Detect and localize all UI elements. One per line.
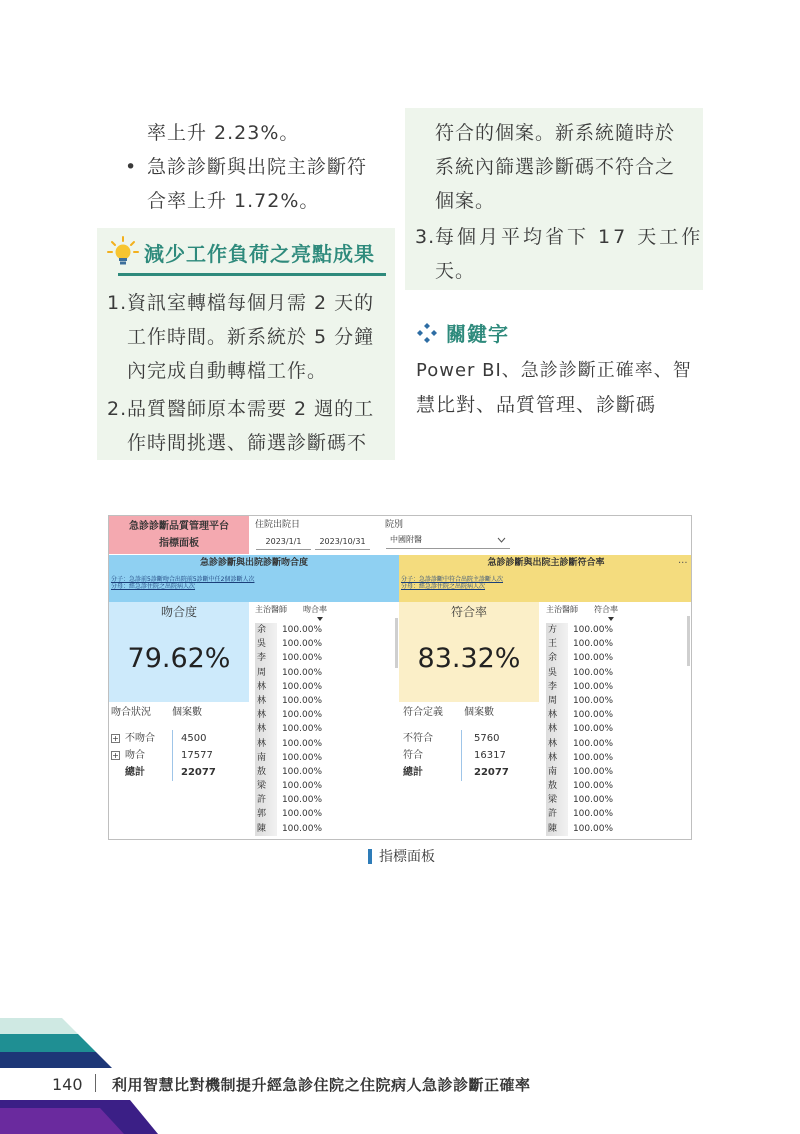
- left-metric-card: [109, 602, 249, 702]
- doctor-row: [255, 822, 395, 836]
- hospital-filter-label: 院別: [385, 520, 404, 530]
- doctor-row: [546, 694, 686, 708]
- keyword-line-1: Power BI、急診診斷正確率、智: [416, 360, 692, 381]
- doctor-row: [546, 822, 686, 836]
- right-summary-value-2: 16317: [461, 747, 506, 764]
- dashboard-screenshot: [108, 515, 692, 840]
- doctor-row: [546, 793, 686, 807]
- left-summary-value-1: 4500: [172, 730, 206, 747]
- item1-line-1: 資訊室轉檔每個月需 2 天的: [127, 292, 375, 314]
- doctor-rate: 100.00%: [281, 823, 322, 834]
- left-col-rate: 吻合率: [303, 605, 327, 614]
- highlight-title-text: 減少工作負荷之亮點成果: [144, 241, 375, 266]
- doctor-rate: 100.00%: [572, 823, 613, 834]
- doctor-name: 許: [255, 793, 277, 807]
- doctor-row: [546, 751, 686, 765]
- right-col-rate: 符合率: [594, 605, 618, 614]
- doctor-rate: 100.00%: [572, 781, 613, 792]
- doctor-rate: 100.00%: [281, 667, 322, 678]
- keyword-line-2: 慧比對、品質管理、診斷碼: [416, 394, 657, 416]
- right-cont-line-3: 個案。: [435, 190, 496, 212]
- doctor-rate: 100.00%: [572, 681, 613, 692]
- doctor-rate: 100.00%: [281, 639, 322, 650]
- doctor-name: 林: [255, 680, 277, 694]
- platform-title-line-2: 指標面板: [159, 538, 199, 549]
- right-panel-header-text: 急診診斷與出院主診斷符合率: [487, 558, 605, 568]
- doctor-row: [255, 765, 395, 779]
- doctor-name: 梁: [255, 779, 277, 793]
- doctor-row: [546, 637, 686, 651]
- date-from-field[interactable]: 2023/1/1: [256, 533, 311, 550]
- doctor-rate: 100.00%: [572, 639, 613, 650]
- item1-line-3: 內完成自動轉檔工作。: [127, 360, 328, 382]
- doctor-rate: 100.00%: [281, 752, 322, 763]
- right-metric-card: [399, 602, 539, 702]
- doctor-row: [546, 807, 686, 821]
- doctor-rate: 100.00%: [281, 738, 322, 749]
- right-metric-value: 83.32%: [417, 643, 521, 674]
- chevron-down-icon: [497, 537, 506, 543]
- doctor-rate: 100.00%: [281, 695, 322, 706]
- doctor-name: 吳: [255, 637, 277, 651]
- doctor-rate: 100.00%: [572, 795, 613, 806]
- right-summary-total-value: 22077: [461, 764, 509, 781]
- left-summary-head-2: 個案數: [172, 707, 202, 718]
- item1-number: 1.: [107, 292, 128, 314]
- item3-line-2: 天。: [435, 260, 476, 282]
- right-panel-note: [399, 572, 692, 602]
- lightbulb-icon: [106, 235, 140, 269]
- right-summary-value-1: 5760: [461, 730, 499, 747]
- right-note-numerator: 分子：急診診斷中符合出院主診斷人次: [401, 576, 504, 583]
- diamond-bullets-icon: [416, 322, 438, 344]
- left-summary-value-2: 17577: [172, 747, 213, 764]
- right-summary-head-1: 符合定義: [403, 707, 443, 718]
- doctor-rate: 100.00%: [281, 766, 322, 777]
- doctor-rate: 100.00%: [572, 809, 613, 820]
- doctor-rate: 100.00%: [281, 681, 322, 692]
- sort-desc-icon: [317, 617, 323, 621]
- doctor-name: 吳: [546, 666, 568, 680]
- doctor-rate: 100.00%: [572, 752, 613, 763]
- item1-line-2: 工作時間。新系統於 5 分鐘: [127, 326, 375, 348]
- doctor-row: [255, 694, 395, 708]
- left-doctor-rows: [255, 623, 395, 836]
- right-panel-header: [399, 555, 692, 572]
- figure-caption: [368, 846, 435, 866]
- right-doctor-rows: [546, 623, 686, 836]
- doctor-row: [255, 779, 395, 793]
- left-panel-header-text: 急診診斷與出院診斷吻合度: [199, 558, 308, 568]
- right-summary-head-2: 個案數: [464, 707, 494, 718]
- doctor-rate: 100.00%: [281, 795, 322, 806]
- left-col-doctor: 主治醫師: [255, 605, 287, 614]
- highlight-title-underline: [118, 273, 386, 276]
- doctor-name: 南: [255, 751, 277, 765]
- doctor-rate: 100.00%: [572, 667, 613, 678]
- right-summary-total-label: 總計: [403, 767, 423, 778]
- doctor-name: 周: [546, 694, 568, 708]
- keyword-title-text: 關鍵字: [446, 322, 509, 346]
- bullet-mark: •: [125, 156, 138, 178]
- bullet-text-line-1: 急診診斷與出院主診斷符: [147, 156, 368, 178]
- doctor-name: 林: [546, 722, 568, 736]
- doctor-name: 陳: [546, 822, 568, 836]
- doctor-rate: 100.00%: [281, 724, 322, 735]
- left-summary-total-value: 22077: [172, 764, 216, 781]
- doctor-row: [546, 623, 686, 637]
- right-summary-label-1: 不符合: [403, 733, 433, 744]
- item3-number: 3.: [415, 226, 436, 248]
- page-number: 140: [52, 1075, 83, 1094]
- figure-caption-text: 指標面板: [379, 849, 435, 865]
- doctor-name: 林: [255, 694, 277, 708]
- doctor-name: 王: [546, 637, 568, 651]
- platform-title-box: [109, 516, 249, 554]
- doctor-row: [546, 708, 686, 722]
- left-list-scrollbar[interactable]: [395, 618, 398, 668]
- footer-separator: [95, 1074, 96, 1092]
- doctor-rate: 100.00%: [572, 710, 613, 721]
- doctor-rate: 100.00%: [281, 653, 322, 664]
- right-cont-line-1: 符合的個案。新系統隨時於: [435, 122, 676, 144]
- doctor-name: 周: [255, 666, 277, 680]
- doctor-rate: 100.00%: [572, 653, 613, 664]
- doctor-row: [546, 722, 686, 736]
- doctor-name: 林: [546, 737, 568, 751]
- doctor-name: 林: [255, 722, 277, 736]
- doctor-row: [255, 793, 395, 807]
- left-note-numerator: 分子：急診前5診斷吻合出院前5診斷中任2個診斷人次: [111, 576, 255, 583]
- sort-desc-icon: [608, 617, 614, 621]
- right-doctor-list: [546, 603, 686, 836]
- left-panel-note: [109, 572, 399, 602]
- caption-bar: [368, 849, 372, 864]
- hospital-select[interactable]: [386, 531, 510, 549]
- doctor-rate: 100.00%: [572, 766, 613, 777]
- left-line-top: 率上升 2.23%。: [147, 122, 300, 144]
- doctor-row: [255, 807, 395, 821]
- left-summary-label-1: 不吻合: [125, 733, 155, 744]
- keyword-title: [416, 318, 509, 347]
- left-summary-label-2: 吻合: [125, 750, 145, 761]
- doctor-rate: 100.00%: [572, 738, 613, 749]
- doctor-name: 林: [255, 737, 277, 751]
- right-summary-table: [403, 704, 541, 781]
- doctor-name: 許: [546, 807, 568, 821]
- doctor-name: 敖: [546, 779, 568, 793]
- doctor-rate: 100.00%: [281, 625, 322, 635]
- expand-icon[interactable]: +: [112, 751, 119, 760]
- left-summary-table: [111, 704, 249, 781]
- left-summary-head-1: 吻合狀況: [111, 707, 151, 718]
- doctor-row: [255, 623, 395, 637]
- doctor-name: 陳: [255, 822, 277, 836]
- doctor-row: [255, 666, 395, 680]
- right-metric-label: 符合率: [450, 605, 487, 619]
- doctor-rate: 100.00%: [281, 809, 322, 820]
- right-cont-line-2: 系統內篩選診斷碼不符合之: [435, 156, 676, 178]
- left-metric-label: 吻合度: [160, 605, 197, 619]
- left-metric-value: 79.62%: [127, 643, 231, 674]
- doctor-row: [546, 651, 686, 665]
- left-panel-header: [109, 555, 399, 572]
- right-col-doctor: 主治醫師: [546, 605, 578, 614]
- doctor-row: [255, 751, 395, 765]
- right-list-scrollbar[interactable]: [687, 616, 690, 666]
- more-options-icon[interactable]: ···: [678, 558, 688, 569]
- doctor-name: 郭: [255, 807, 277, 821]
- item2-line-1: 品質醫師原本需要 2 週的工: [127, 398, 375, 420]
- doctor-name: 李: [255, 651, 277, 665]
- left-doctor-list: [255, 603, 395, 836]
- right-summary-label-2: 符合: [403, 750, 423, 761]
- doctor-name: 林: [546, 708, 568, 722]
- left-note-denominator: 分母：經急診住院之出院病人次: [111, 583, 196, 590]
- doctor-name: 李: [546, 680, 568, 694]
- doctor-name: 南: [546, 765, 568, 779]
- doctor-row: [255, 722, 395, 736]
- doctor-rate: 100.00%: [281, 781, 322, 792]
- doctor-row: [546, 737, 686, 751]
- doctor-row: [546, 666, 686, 680]
- highlight-title: [106, 234, 386, 270]
- platform-title-line-1: 急診診斷品質管理平台: [129, 521, 229, 532]
- hospital-select-value: 中國附醫: [390, 535, 422, 544]
- doctor-rate: 100.00%: [281, 710, 322, 721]
- doctor-rate: 100.00%: [572, 695, 613, 706]
- doctor-row: [255, 737, 395, 751]
- doctor-name: 余: [255, 623, 277, 637]
- footer-decoration: [0, 1000, 800, 1134]
- doctor-name: 余: [546, 651, 568, 665]
- doctor-name: 方: [546, 623, 568, 637]
- right-note-denominator: 分母：經急診住院之出院病人次: [401, 583, 486, 590]
- doctor-row: [546, 779, 686, 793]
- date-filter-label: 住院出院日: [255, 520, 301, 530]
- doctor-name: 敖: [255, 765, 277, 779]
- date-to-field[interactable]: 2023/10/31: [315, 533, 370, 550]
- item3-line-1: 每個月平均省下 17 天工作: [435, 226, 704, 248]
- running-title: 利用智慧比對機制提升經急診住院之住院病人急診診斷正確率: [112, 1076, 531, 1094]
- doctor-name: 林: [546, 751, 568, 765]
- doctor-name: 梁: [546, 793, 568, 807]
- expand-icon[interactable]: +: [112, 734, 119, 743]
- left-summary-total-label: 總計: [125, 767, 145, 778]
- item2-number: 2.: [107, 398, 128, 420]
- bullet-text-line-2: 合率上升 1.72%。: [147, 190, 320, 212]
- doctor-name: 林: [255, 708, 277, 722]
- doctor-row: [255, 637, 395, 651]
- doctor-row: [255, 680, 395, 694]
- doctor-row: [546, 680, 686, 694]
- doctor-row: [546, 765, 686, 779]
- doctor-rate: 100.00%: [572, 625, 613, 635]
- doctor-row: [255, 708, 395, 722]
- item2-line-2: 作時間挑選、篩選診斷碼不: [127, 432, 368, 454]
- doctor-rate: 100.00%: [572, 724, 613, 735]
- doctor-row: [255, 651, 395, 665]
